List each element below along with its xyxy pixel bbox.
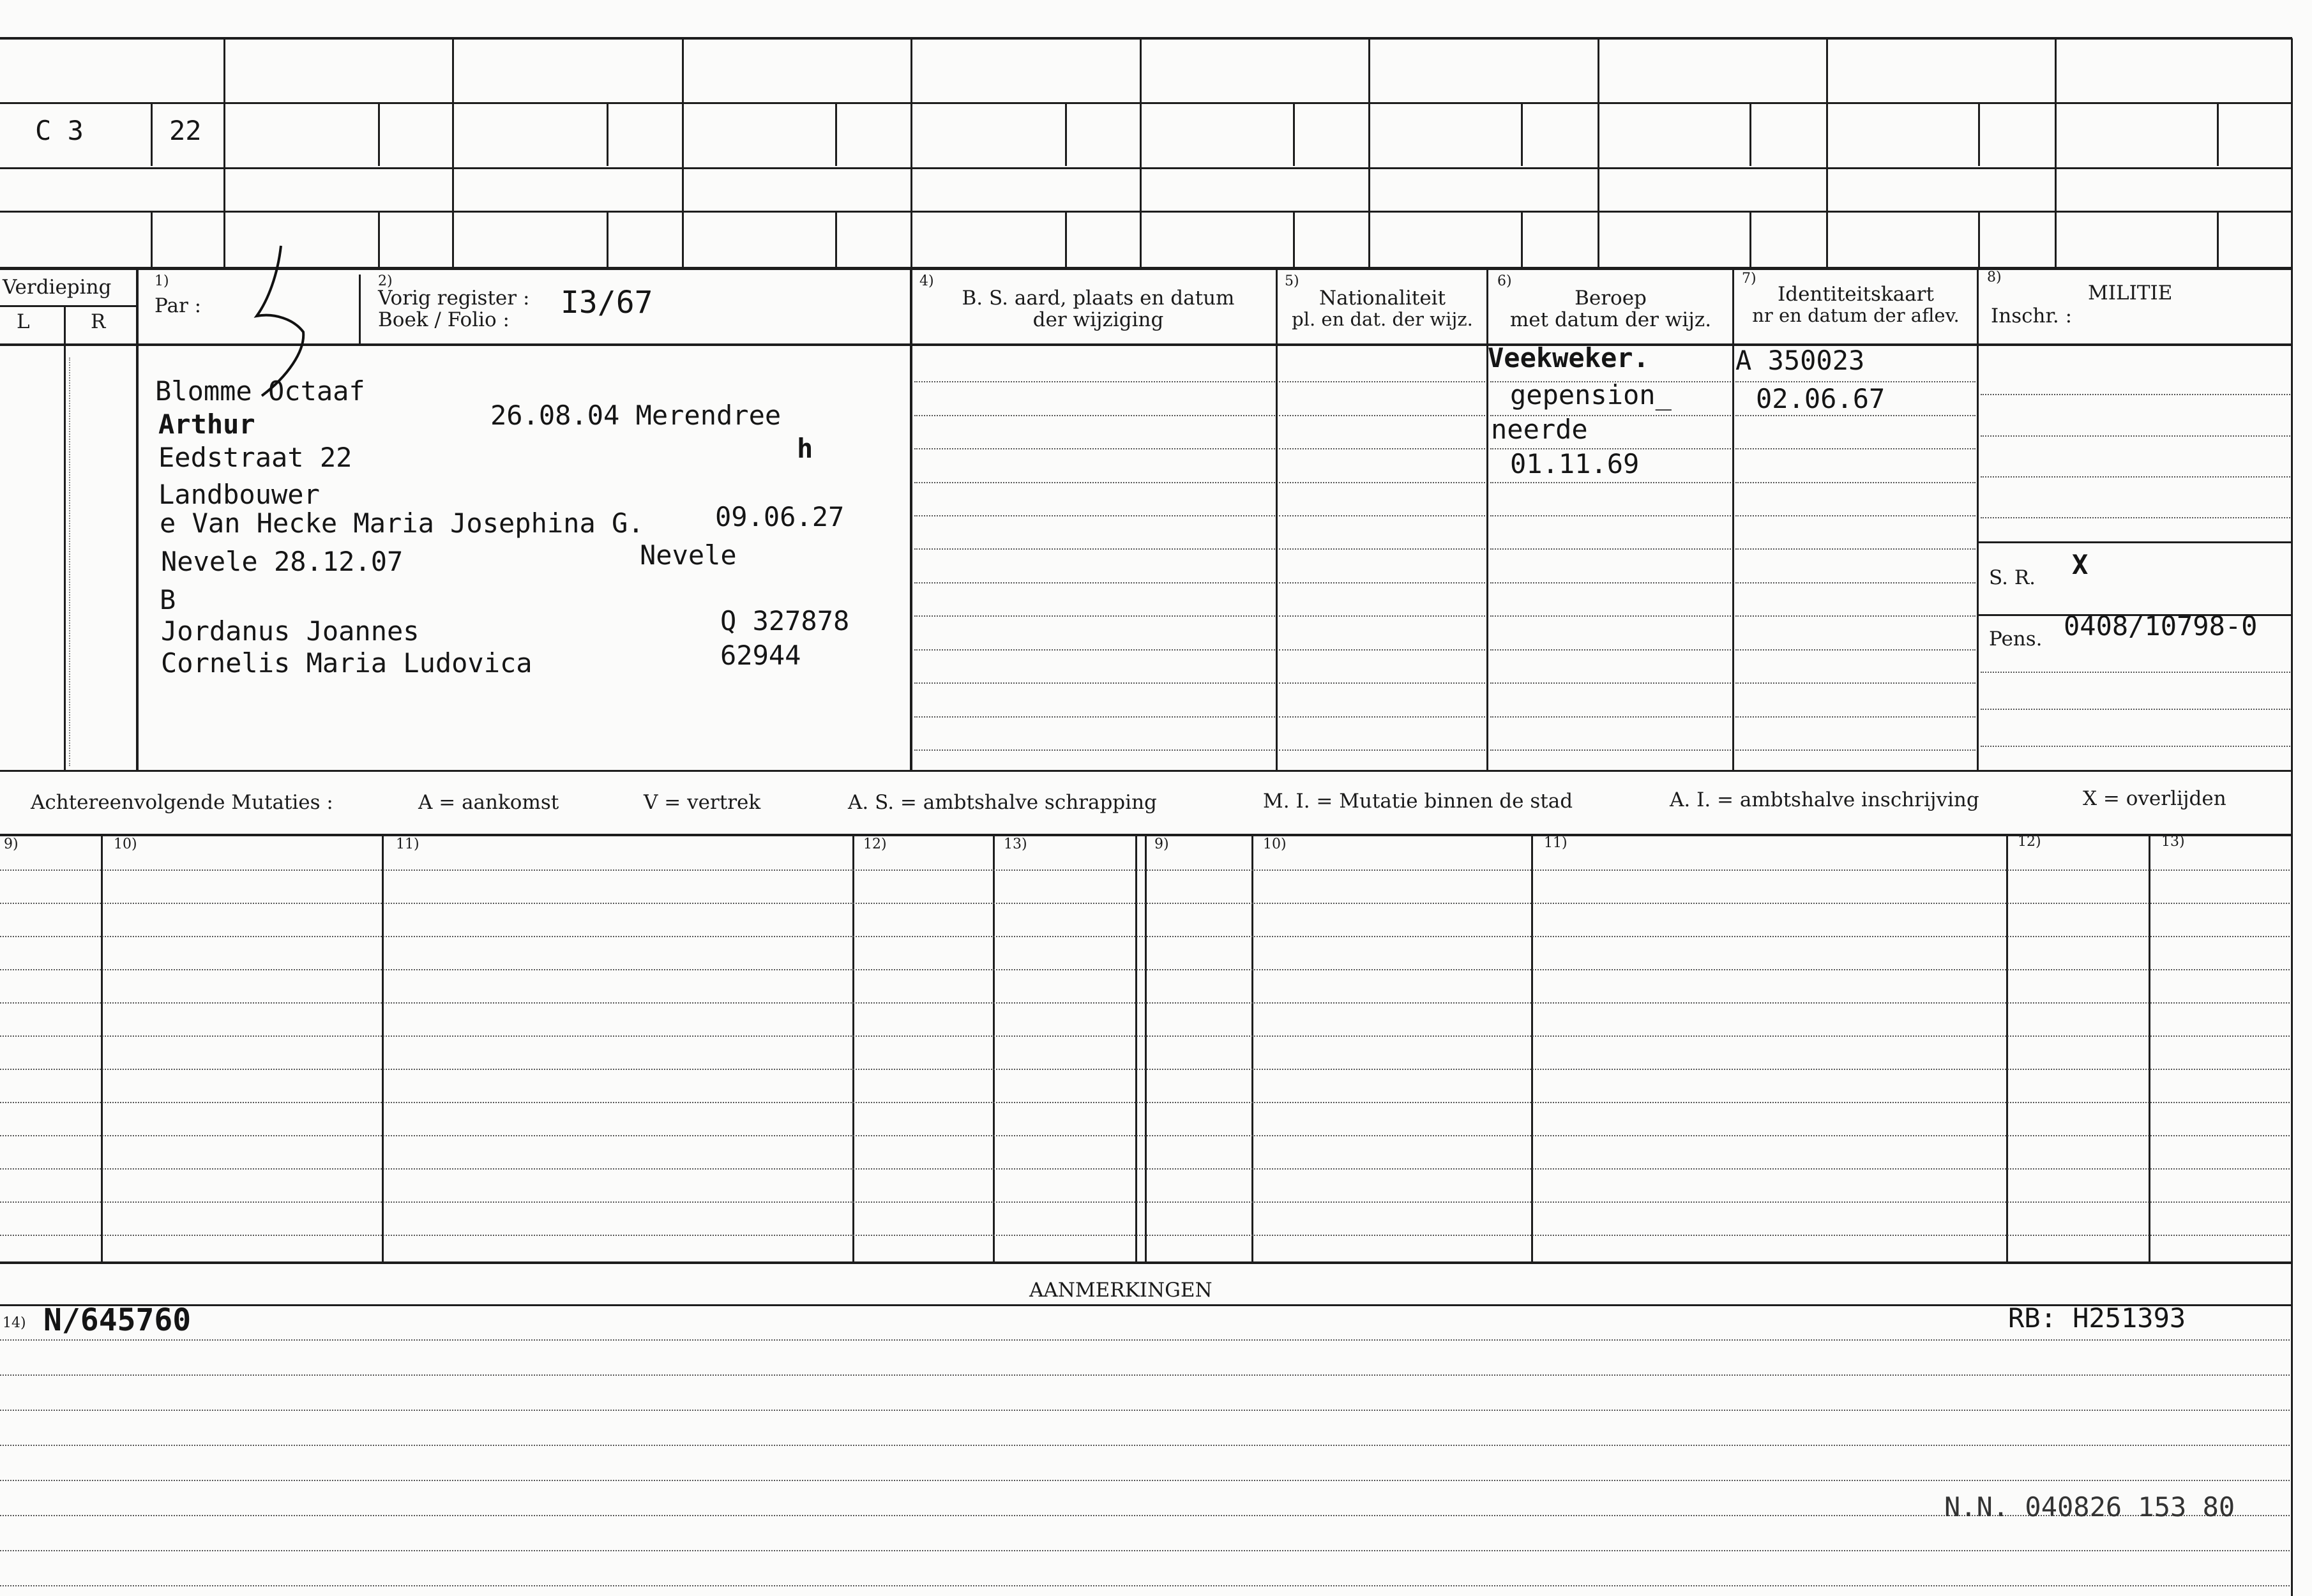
- field-6-num: 6): [1497, 273, 1512, 289]
- pens-label: Pens.: [1989, 628, 2043, 651]
- top-number: 22: [169, 115, 202, 146]
- mutatie-mi: M. I. = Mutatie binnen de stad: [1263, 790, 1573, 813]
- verdieping-r: R: [91, 310, 106, 333]
- handwritten-mark: [249, 236, 338, 402]
- beroep-l4: 01.11.69: [1510, 448, 1640, 479]
- mut-col-13a: 13): [1004, 836, 1027, 852]
- nationaliteit-sublabel: pl. en dat. der wijz.: [1292, 308, 1473, 330]
- inschr-label: Inschr. :: [1991, 305, 2073, 327]
- id-number: A 350023: [1735, 345, 1865, 376]
- par-label: Par :: [155, 294, 202, 317]
- mutatie-a: A = aankomst: [418, 791, 559, 814]
- marriage-place: Nevele: [640, 539, 737, 571]
- beroep-l3: neerde: [1491, 414, 1588, 445]
- mut-col-9b: 9): [1154, 836, 1169, 852]
- mut-col-11a: 11): [396, 836, 419, 852]
- mutaties-title: Achtereenvolgende Mutaties :: [31, 791, 333, 814]
- vorig-register-label: Vorig register :: [378, 287, 530, 310]
- aanmerkingen-value: N/645760: [43, 1302, 192, 1338]
- spouse-birth: Nevele 28.12.07: [161, 546, 404, 577]
- mutatie-as: A. S. = ambtshalve schrapping: [848, 791, 1157, 814]
- marker-b: B: [160, 584, 176, 615]
- nationaliteit-label: Nationaliteit: [1318, 287, 1446, 310]
- beroep-sublabel: met datum der wijz.: [1509, 308, 1712, 331]
- mut-col-13b: 13): [2161, 834, 2185, 850]
- rb-value: RB: H251393: [2008, 1302, 2186, 1334]
- right-border: [2291, 268, 2293, 1596]
- mutatie-x: X = overlijden: [2083, 787, 2226, 810]
- field-5-num: 5): [1285, 273, 1299, 289]
- mut-col-12b: 12): [2018, 834, 2041, 850]
- marriage-date: 09.06.27: [715, 501, 845, 532]
- beroep-l1: Veekweker.: [1488, 342, 1649, 373]
- mut-col-10b: 10): [1263, 836, 1287, 852]
- verdieping-label: Verdieping: [3, 276, 112, 299]
- beroep-label: Beroep: [1575, 287, 1647, 310]
- boek-folio-label: Boek / Folio :: [378, 308, 510, 331]
- identiteit-sublabel: nr en datum der aflev.: [1752, 305, 1960, 326]
- aanmerkingen-num: 14): [3, 1315, 26, 1331]
- mut-col-10a: 10): [114, 836, 137, 852]
- field-7-num: 7): [1742, 271, 1757, 287]
- sr-label: S. R.: [1989, 566, 2036, 589]
- aanmerkingen-rule: [0, 1304, 2292, 1306]
- sr-value: X: [2072, 549, 2089, 580]
- code-q: Q 327878: [720, 605, 850, 636]
- mut-col-12a: 12): [863, 836, 887, 852]
- code-62944: 62944: [720, 640, 801, 671]
- marker-h: h: [797, 433, 813, 464]
- vorig-register-value: I3/67: [561, 285, 653, 320]
- nn-value: N.N. 040826 153 80: [1944, 1491, 2235, 1523]
- field-2-num: 2): [378, 273, 393, 289]
- field-4-num: 4): [919, 273, 934, 289]
- identiteit-label: Identiteitskaart: [1778, 283, 1934, 306]
- mutatie-v: V = vertrek: [644, 791, 761, 814]
- child-1: Jordanus Joannes: [161, 615, 419, 647]
- beroep-l2: gepension_: [1510, 379, 1672, 410]
- militie-label: MILITIE: [2088, 282, 2173, 305]
- bs-label-1: B. S. aard, plaats en datum: [962, 287, 1235, 310]
- mut-col-11b: 11): [1544, 835, 1568, 851]
- id-date: 02.06.67: [1756, 383, 1885, 414]
- mut-col-9a: 9): [4, 836, 19, 852]
- verdieping-l: L: [17, 310, 30, 333]
- address: Eedstraat 22: [158, 442, 352, 473]
- person-name: Blomme Octaaf: [155, 375, 365, 407]
- spouse-name: e Van Hecke Maria Josephina G.: [160, 508, 644, 539]
- person-firstname: Arthur: [158, 409, 255, 440]
- bs-label-2: der wijziging: [1032, 308, 1164, 331]
- top-code: C 3: [35, 115, 84, 146]
- pens-value: 0408/10798-0: [2064, 610, 2258, 642]
- field-1-num: 1): [155, 273, 169, 289]
- mutatie-ai: A. I. = ambtshalve inschrijving: [1670, 788, 1979, 811]
- birth-date-place: 26.08.04 Merendree: [490, 400, 782, 431]
- aanmerkingen-title: AANMERKINGEN: [1029, 1279, 1213, 1302]
- field-8-num: 8): [1987, 269, 2002, 285]
- child-2: Cornelis Maria Ludovica: [161, 647, 533, 679]
- occupation: Landbouwer: [158, 479, 320, 510]
